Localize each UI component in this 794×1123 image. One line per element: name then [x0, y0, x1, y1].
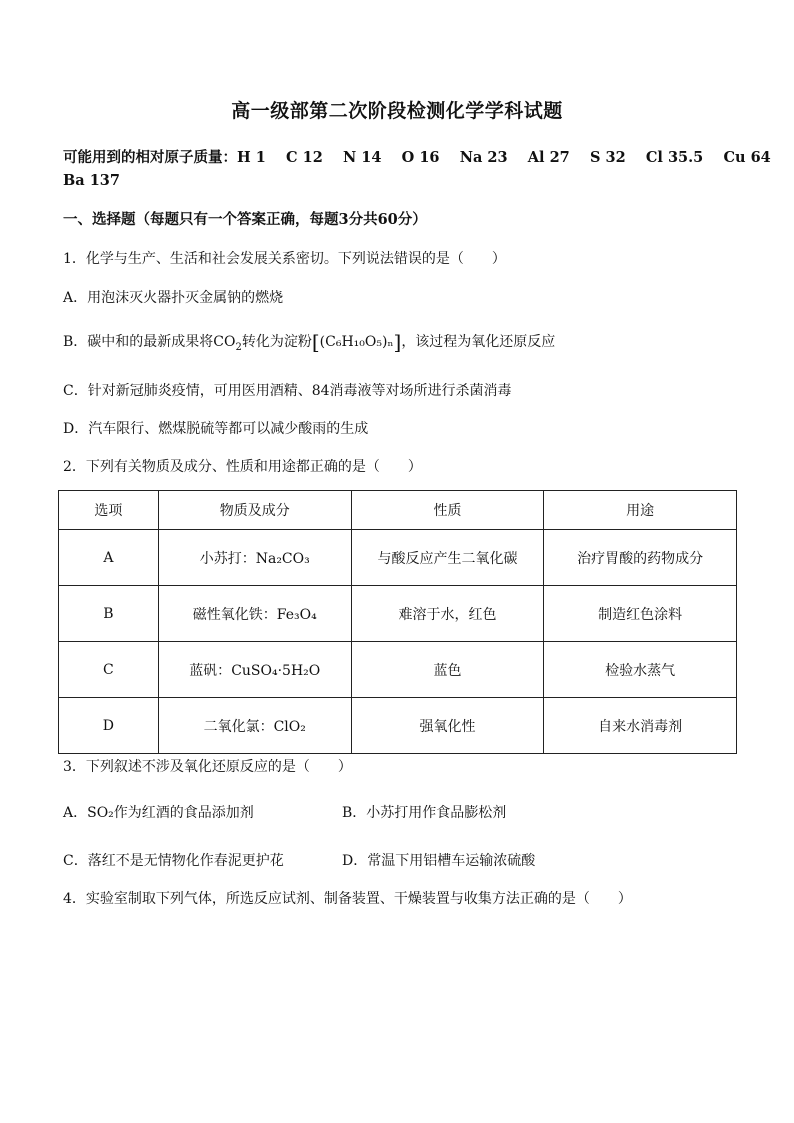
cell-property: 蓝色	[351, 642, 544, 698]
cell-property: 强氧化性	[351, 698, 544, 754]
cell-use: 制造红色涂料	[544, 586, 737, 642]
cell-option: C	[59, 642, 159, 698]
q3-option-d: D．常温下用铝槽车运输浓硫酸	[342, 853, 536, 869]
q2-table	[58, 490, 737, 754]
substance-name: 二氧化氯：	[203, 718, 274, 735]
q1-option-c: C．针对新冠肺炎疫情，可用医用酒精、84消毒液等对场所进行杀菌消毒	[63, 383, 512, 399]
atomic-masses-label: 可能用到的相对原子质量：	[63, 149, 237, 166]
substance-formula: Na₂CO₃	[255, 550, 310, 567]
cell-substance	[158, 586, 351, 642]
cell-substance	[158, 530, 351, 586]
substance-name: 磁性氧化铁：	[192, 606, 277, 623]
substance-name: 小苏打：	[199, 550, 256, 567]
table-row	[59, 642, 737, 698]
header-property: 性质	[351, 491, 544, 530]
cell-use: 自来水消毒剂	[544, 698, 737, 754]
cell-property: 难溶于水，红色	[351, 586, 544, 642]
section-heading: 一、选择题（每题只有一个答案正确，每题3分共60分）	[63, 211, 427, 228]
substance-formula: CuSO₄·5H₂O	[231, 662, 321, 679]
header-option: 选项	[59, 491, 159, 530]
starch-formula: (C₆H₁₀O₅)ₙ	[319, 334, 394, 350]
q1-option-b: B．碳中和的最新成果将$CO_2$转化为淀粉[(C₆H₁₀O₅)ₙ]，该过程为氧化还原反应	[63, 330, 556, 354]
cell-substance	[158, 642, 351, 698]
q1-option-d: D．汽车限行、燃煤脱硫等都可以减少酸雨的生成	[63, 421, 369, 437]
q1-option-b-sub: 2	[235, 341, 242, 353]
cell-option: A	[59, 530, 159, 586]
header-use: 用途	[544, 491, 737, 530]
page-title: 高一级部第二次阶段检测化学学科试题	[231, 100, 563, 122]
cell-option: D	[59, 698, 159, 754]
cell-use: 检验水蒸气	[544, 642, 737, 698]
atomic-masses-line2: Ba 137	[63, 172, 120, 189]
q1-option-b-mid: 转化为淀粉	[241, 334, 312, 350]
table-row	[59, 698, 737, 754]
q1-option-b-post: ，该过程为氧化还原反应	[401, 334, 556, 350]
q3-stem: 3．下列叙述不涉及氧化还原反应的是（ ）	[63, 759, 352, 775]
substance-formula: Fe₃O₄	[276, 606, 317, 623]
table-row	[59, 586, 737, 642]
cell-use: 治疗胃酸的药物成分	[544, 530, 737, 586]
q1-option-a: A．用泡沫灭火器扑灭金属钠的燃烧	[63, 290, 284, 306]
substance-formula: ClO₂	[273, 718, 306, 735]
q3-option-b: B．小苏打用作食品膨松剂	[342, 805, 507, 821]
table-row	[59, 530, 737, 586]
header-substance: 物质及成分	[158, 491, 351, 530]
q3-option-a: A．SO₂作为红酒的食品添加剂	[63, 805, 254, 821]
cell-property: 与酸反应产生二氧化碳	[351, 530, 544, 586]
q2-stem: 2．下列有关物质及成分、性质和用途都正确的是（ ）	[63, 459, 422, 475]
cell-substance	[158, 698, 351, 754]
q4-stem: 4．实验室制取下列气体，所选反应试剂、制备装置、干燥装置与收集方法正确的是（ ）	[63, 891, 632, 907]
cell-option: B	[59, 586, 159, 642]
atomic-masses-line1	[63, 146, 771, 167]
q1-option-b-pre: B．碳中和的最新成果将CO	[63, 334, 236, 350]
table-header-row	[59, 491, 737, 530]
atomic-masses-values: H 1 C 12 N 14 O 16 Na 23 Al 27 S 32 Cl 35.5 Cu 64	[237, 149, 771, 166]
substance-name: 蓝矾：	[189, 662, 232, 679]
q3-option-c: C．落红不是无情物化作春泥更护花	[63, 853, 284, 869]
q1-stem: 1．化学与生产、生活和社会发展关系密切。下列说法错误的是（ ）	[63, 251, 506, 267]
